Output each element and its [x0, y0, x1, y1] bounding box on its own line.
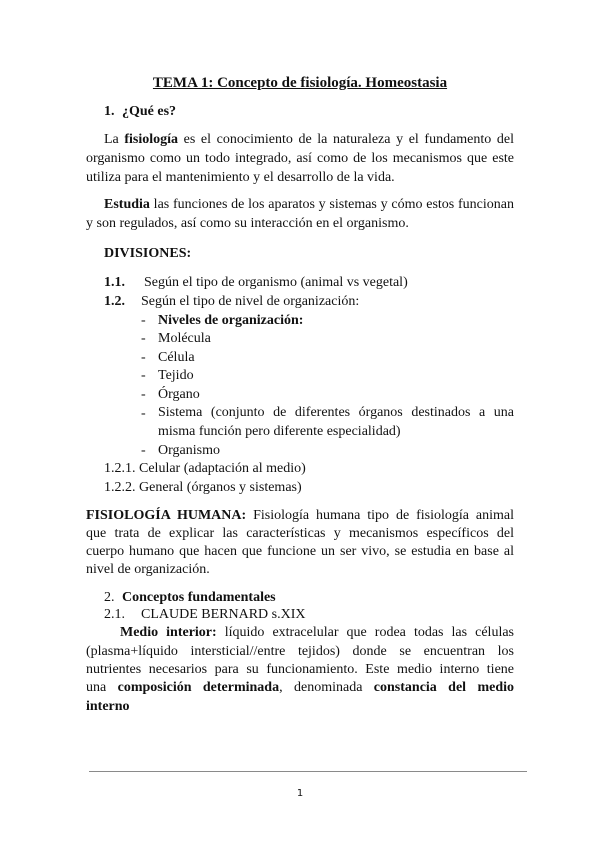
- division-1-number: 1.1.: [104, 275, 125, 290]
- section-1-number: 1.: [104, 104, 115, 119]
- section-1-heading: ¿Qué es?: [122, 104, 177, 119]
- page-number: 1: [296, 788, 304, 799]
- humana-line-1: FISIOLOGÍA HUMANA: Fisiología humana tipo de fisiología animal: [86, 508, 515, 523]
- nivel-item: Molécula: [158, 331, 211, 346]
- humana-line-2: que trata de explicar las características y mecanismos específicos del: [86, 526, 514, 541]
- definition-line-1: La fisiología es el conocimiento de la naturaleza y el fundamento del: [104, 132, 514, 147]
- nivel-item: Órgano: [158, 387, 200, 402]
- estudia-line-2: y son regulados, así como su interacción en el organismo.: [86, 216, 409, 231]
- list-dash: -: [141, 350, 146, 365]
- humana-line-3: cuerpo humano que hacen que funcione un ser vivo, se estudia en base al: [86, 544, 514, 559]
- list-dash: -: [141, 387, 146, 402]
- document-title: TEMA 1: Concepto de fisiología. Homeostasia: [152, 75, 448, 91]
- nivel-sistema-line-2: misma función pero diferente especialidad): [158, 424, 401, 439]
- section-2-number: 2.: [104, 590, 115, 605]
- division-2-text: Según el tipo de nivel de organización:: [141, 294, 360, 309]
- division-2-number: 1.2.: [104, 294, 125, 309]
- nivel-item: Célula: [158, 350, 195, 365]
- definition-line-2: organismo como un todo integrado, así como de los mecanismos que este: [86, 151, 514, 166]
- list-dash: -: [141, 331, 146, 346]
- medio-line-4: una composición determinada, denominada constancia del medio: [86, 680, 515, 695]
- medio-line-1: Medio interior: líquido extracelular que rodea todas las células: [120, 625, 514, 640]
- division-1-text: Según el tipo de organismo (animal vs vegetal): [144, 275, 408, 290]
- divisiones-heading: DIVISIONES:: [104, 246, 192, 261]
- list-dash: -: [141, 313, 146, 328]
- term-medio-interior: Medio interior:: [120, 625, 217, 640]
- niveles-heading: Niveles de organización:: [158, 313, 304, 328]
- medio-line-3: nutrientes necesarios para su funcionamiento. Este medio interno tiene: [86, 662, 514, 677]
- subdivision-1: 1.2.1. Celular (adaptación al medio): [104, 461, 306, 476]
- section-2-heading: Conceptos fundamentales: [122, 590, 276, 605]
- humana-line-4: nivel de organización.: [86, 562, 210, 577]
- medio-line-2: (plasma+líquido intersticial//entre tejidos) donde se encuentran los: [86, 644, 514, 659]
- subdivision-2: 1.2.2. General (órganos y sistemas): [104, 480, 302, 495]
- section-2-1-text: CLAUDE BERNARD s.XIX: [141, 607, 306, 622]
- term-fisiologia-humana: FISIOLOGÍA HUMANA:: [86, 508, 247, 523]
- nivel-item: Tejido: [158, 368, 194, 383]
- medio-line-5: interno: [86, 699, 130, 714]
- nivel-item: Organismo: [158, 443, 220, 458]
- section-2-1-number: 2.1.: [104, 607, 125, 622]
- list-dash: -: [141, 406, 146, 421]
- term-estudia: Estudia: [104, 197, 150, 212]
- nivel-sistema-line-1: Sistema (conjunto de diferentes órganos destinados a una: [158, 405, 514, 420]
- list-dash: -: [141, 443, 146, 458]
- footer-divider: [89, 771, 527, 772]
- term-fisiologia: fisiología: [124, 132, 179, 147]
- list-dash: -: [141, 368, 146, 383]
- estudia-line-1: Estudia las funciones de los aparatos y sistemas y cómo estos funcionan: [104, 197, 514, 212]
- term-constancia: constancia del medio: [373, 680, 515, 695]
- definition-line-3: utiliza para el mantenimiento y el desarrollo de la vida.: [86, 170, 395, 185]
- term-composicion: composición determinada: [117, 680, 280, 695]
